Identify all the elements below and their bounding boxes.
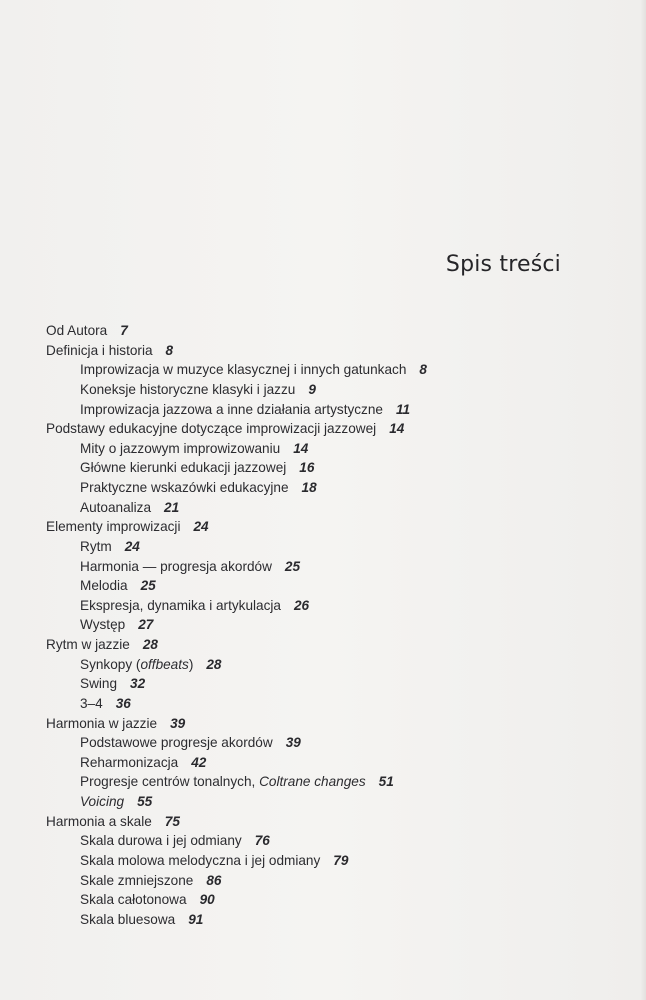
toc-subentry [46,498,606,518]
entry-title: Swing [80,676,118,692]
entry-title: Praktyczne wskazówki edukacyjne [80,480,289,495]
entry-title: Rytm w jazzie [46,637,130,652]
page-number: 51 [378,774,394,790]
entry-title: Coltrane changes [259,774,366,790]
entry-title: Progresje centrów tonalnych, [80,774,260,790]
toc-subentry [46,557,606,577]
entry-title: Skala bluesowa [80,911,176,927]
toc-subentry [46,380,606,400]
entry-title: Główne kierunki edukacji jazzowej [80,460,287,476]
page-number: 24 [124,538,140,554]
page-number: 32 [130,676,146,692]
entry-title: Melodia [80,578,128,594]
page-number: 39 [170,715,186,731]
page-number: 9 [308,381,316,397]
toc-entry [46,635,606,655]
toc-entry [46,812,606,832]
page-number: 55 [137,794,153,809]
page-number: 76 [254,833,270,849]
toc-subentry [46,890,606,910]
entry-title: Elementy improwizacji [46,519,181,535]
toc-subentry [46,439,606,459]
entry-title: 3–4 [80,695,103,711]
toc-entry [46,321,606,341]
entry-title: Koneksje historyczne klasyki i jazzu [80,381,296,397]
page-number: 7 [120,323,128,338]
toc-subentry [46,831,606,851]
toc-subentry [46,576,606,596]
entry-title: Mity o jazzowym improwizowaniu [80,440,281,456]
entry-title: Harmonia a skale [46,813,152,829]
entry-title: Harmonia w jazzie [46,715,158,731]
toc-subentry [46,655,606,675]
entry-title: Skala całotonowa [80,892,187,908]
page-title: Spis treści [445,252,561,277]
page-number: 91 [188,911,204,927]
page-number: 42 [191,754,207,770]
page-number: 14 [389,421,405,437]
toc-subentry [46,871,606,891]
entry-title: Występ [80,617,126,633]
toc-subentry [46,458,606,478]
page-number: 14 [293,440,309,456]
page-number: 27 [138,617,154,633]
entry-title: Reharmonizacja [80,754,179,770]
toc-subentry [46,674,606,694]
entry-title: Autoanaliza [80,499,152,515]
entry-title: Rytm [80,538,112,554]
page-number: 75 [164,813,180,829]
page-number: 26 [293,597,310,613]
entry-title: Definicja i historia [46,342,153,358]
page-number: 8 [419,362,427,378]
page-number: 39 [285,735,301,751]
page-number: 86 [206,872,222,888]
page-number: 8 [165,342,174,358]
toc-entry [46,517,606,537]
entry-title: Ekspresja, dynamika i artykulacja [80,597,281,613]
page-number: 36 [115,695,131,711]
page-number: 79 [333,852,349,868]
page-number: 25 [140,578,156,594]
toc-entry [46,341,606,361]
entry-title: Harmonia — progresja akordów [80,558,272,574]
page-number: 90 [199,892,215,908]
page-number: 24 [193,519,209,535]
toc-subentry [46,537,606,557]
entry-title: Od Autora [46,323,108,338]
page-edge [640,0,646,1000]
entry-title: ) [188,656,194,672]
entry-title: Podstawowe progresje akordów [80,735,273,751]
page-number: 16 [299,460,315,476]
toc-subentry [46,400,606,420]
page-number: 25 [284,558,301,574]
entry-title: Podstawy edukacyjne dotyczące improwizacji jazzowej [46,421,377,437]
page-number: 28 [142,637,158,652]
toc-subentry [46,910,606,930]
page-number: 11 [395,401,411,417]
entry-title: Improwizacja w muzyce klasycznej i innych gatunkach [80,362,407,378]
toc-subentry [46,694,606,714]
toc-subentry [46,478,606,498]
table-of-contents [46,321,606,929]
page-number: 28 [206,656,222,672]
entry-title: Skala molowa melodyczna i jej odmiany [80,852,321,868]
toc-subentry [46,772,606,792]
toc-subentry [46,596,606,616]
entry-title: Voicing [80,794,125,809]
toc-subentry [46,360,606,380]
entry-title: Synkopy ( [80,656,141,672]
toc-entry [46,714,606,734]
toc-subentry [46,851,606,871]
page-number: 21 [164,499,180,515]
toc-entry [46,419,606,439]
entry-title: Skale zmniejszone [80,872,194,888]
entry-title: Improwizacja jazzowa a inne działania artystyczne [80,401,383,417]
toc-subentry [46,792,606,812]
toc-subentry [46,733,606,753]
entry-title: Skala durowa i jej odmiany [80,833,242,849]
toc-subentry [46,753,606,773]
entry-title: offbeats [140,656,189,672]
toc-subentry [46,615,606,635]
page-number: 18 [301,480,317,495]
